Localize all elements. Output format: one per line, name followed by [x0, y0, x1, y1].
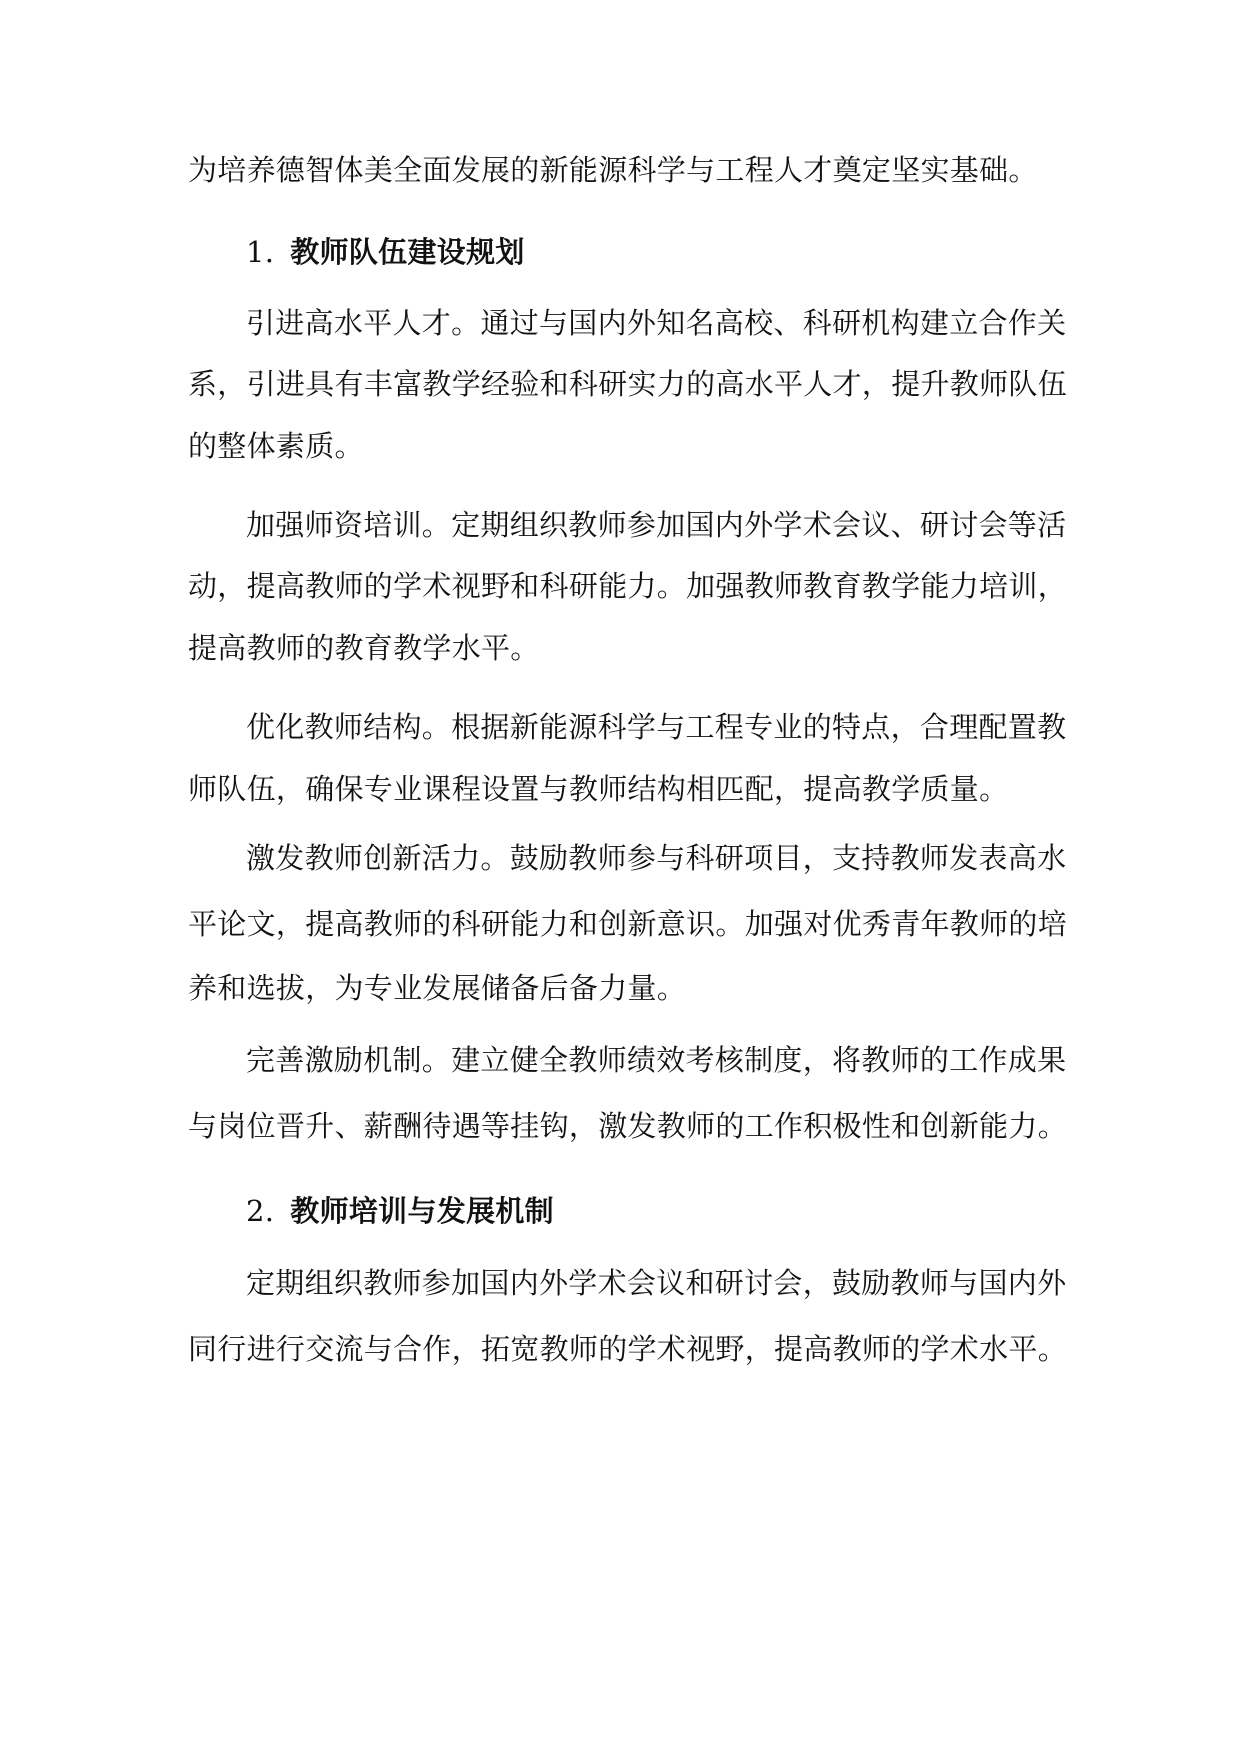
intro-line: 为培养德智体美全面发展的新能源科学与工程人才奠定坚实基础。: [188, 153, 1038, 187]
paragraph-line: 系，引进具有丰富教学经验和科研实力的高水平人才，提升教师队伍: [188, 367, 1068, 401]
paragraph-line: 优化教师结构。根据新能源科学与工程专业的特点，合理配置教: [246, 710, 1067, 744]
paragraph-line: 完善激励机制。建立健全教师绩效考核制度，将教师的工作成果: [246, 1043, 1067, 1077]
paragraph-line: 的整体素质。: [188, 429, 364, 463]
paragraph-line: 师队伍，确保专业课程设置与教师结构相匹配，提高教学质量。: [188, 772, 1009, 806]
paragraph-line: 定期组织教师参加国内外学术会议和研讨会，鼓励教师与国内外: [246, 1266, 1067, 1300]
paragraph-line: 动，提高教师的学术视野和科研能力。加强教师教育教学能力培训，: [188, 569, 1068, 603]
section-number: 1.: [246, 235, 275, 269]
paragraph-line: 平论文，提高教师的科研能力和创新意识。加强对优秀青年教师的培: [188, 907, 1068, 941]
paragraph-line: 提高教师的教育教学水平。: [188, 631, 540, 665]
paragraph-line: 养和选拔，为专业发展储备后备力量。: [188, 971, 687, 1005]
section-number: 2.: [246, 1194, 275, 1228]
paragraph-line: 同行进行交流与合作，拓宽教师的学术视野，提高教师的学术水平。: [188, 1332, 1068, 1366]
section-heading-1: [246, 232, 525, 272]
section-title: 教师培训与发展机制: [290, 1194, 554, 1228]
paragraph-line: 与岗位晋升、薪酬待遇等挂钩，激发教师的工作积极性和创新能力。: [188, 1109, 1068, 1143]
paragraph-line: 激发教师创新活力。鼓励教师参与科研项目，支持教师发表高水: [246, 841, 1067, 875]
paragraph-line: 加强师资培训。定期组织教师参加国内外学术会议、研讨会等活: [246, 508, 1067, 542]
section-title: 教师队伍建设规划: [290, 235, 525, 269]
paragraph-line: 引进高水平人才。通过与国内外知名高校、科研机构建立合作关: [246, 306, 1067, 340]
section-heading-2: [246, 1191, 554, 1231]
